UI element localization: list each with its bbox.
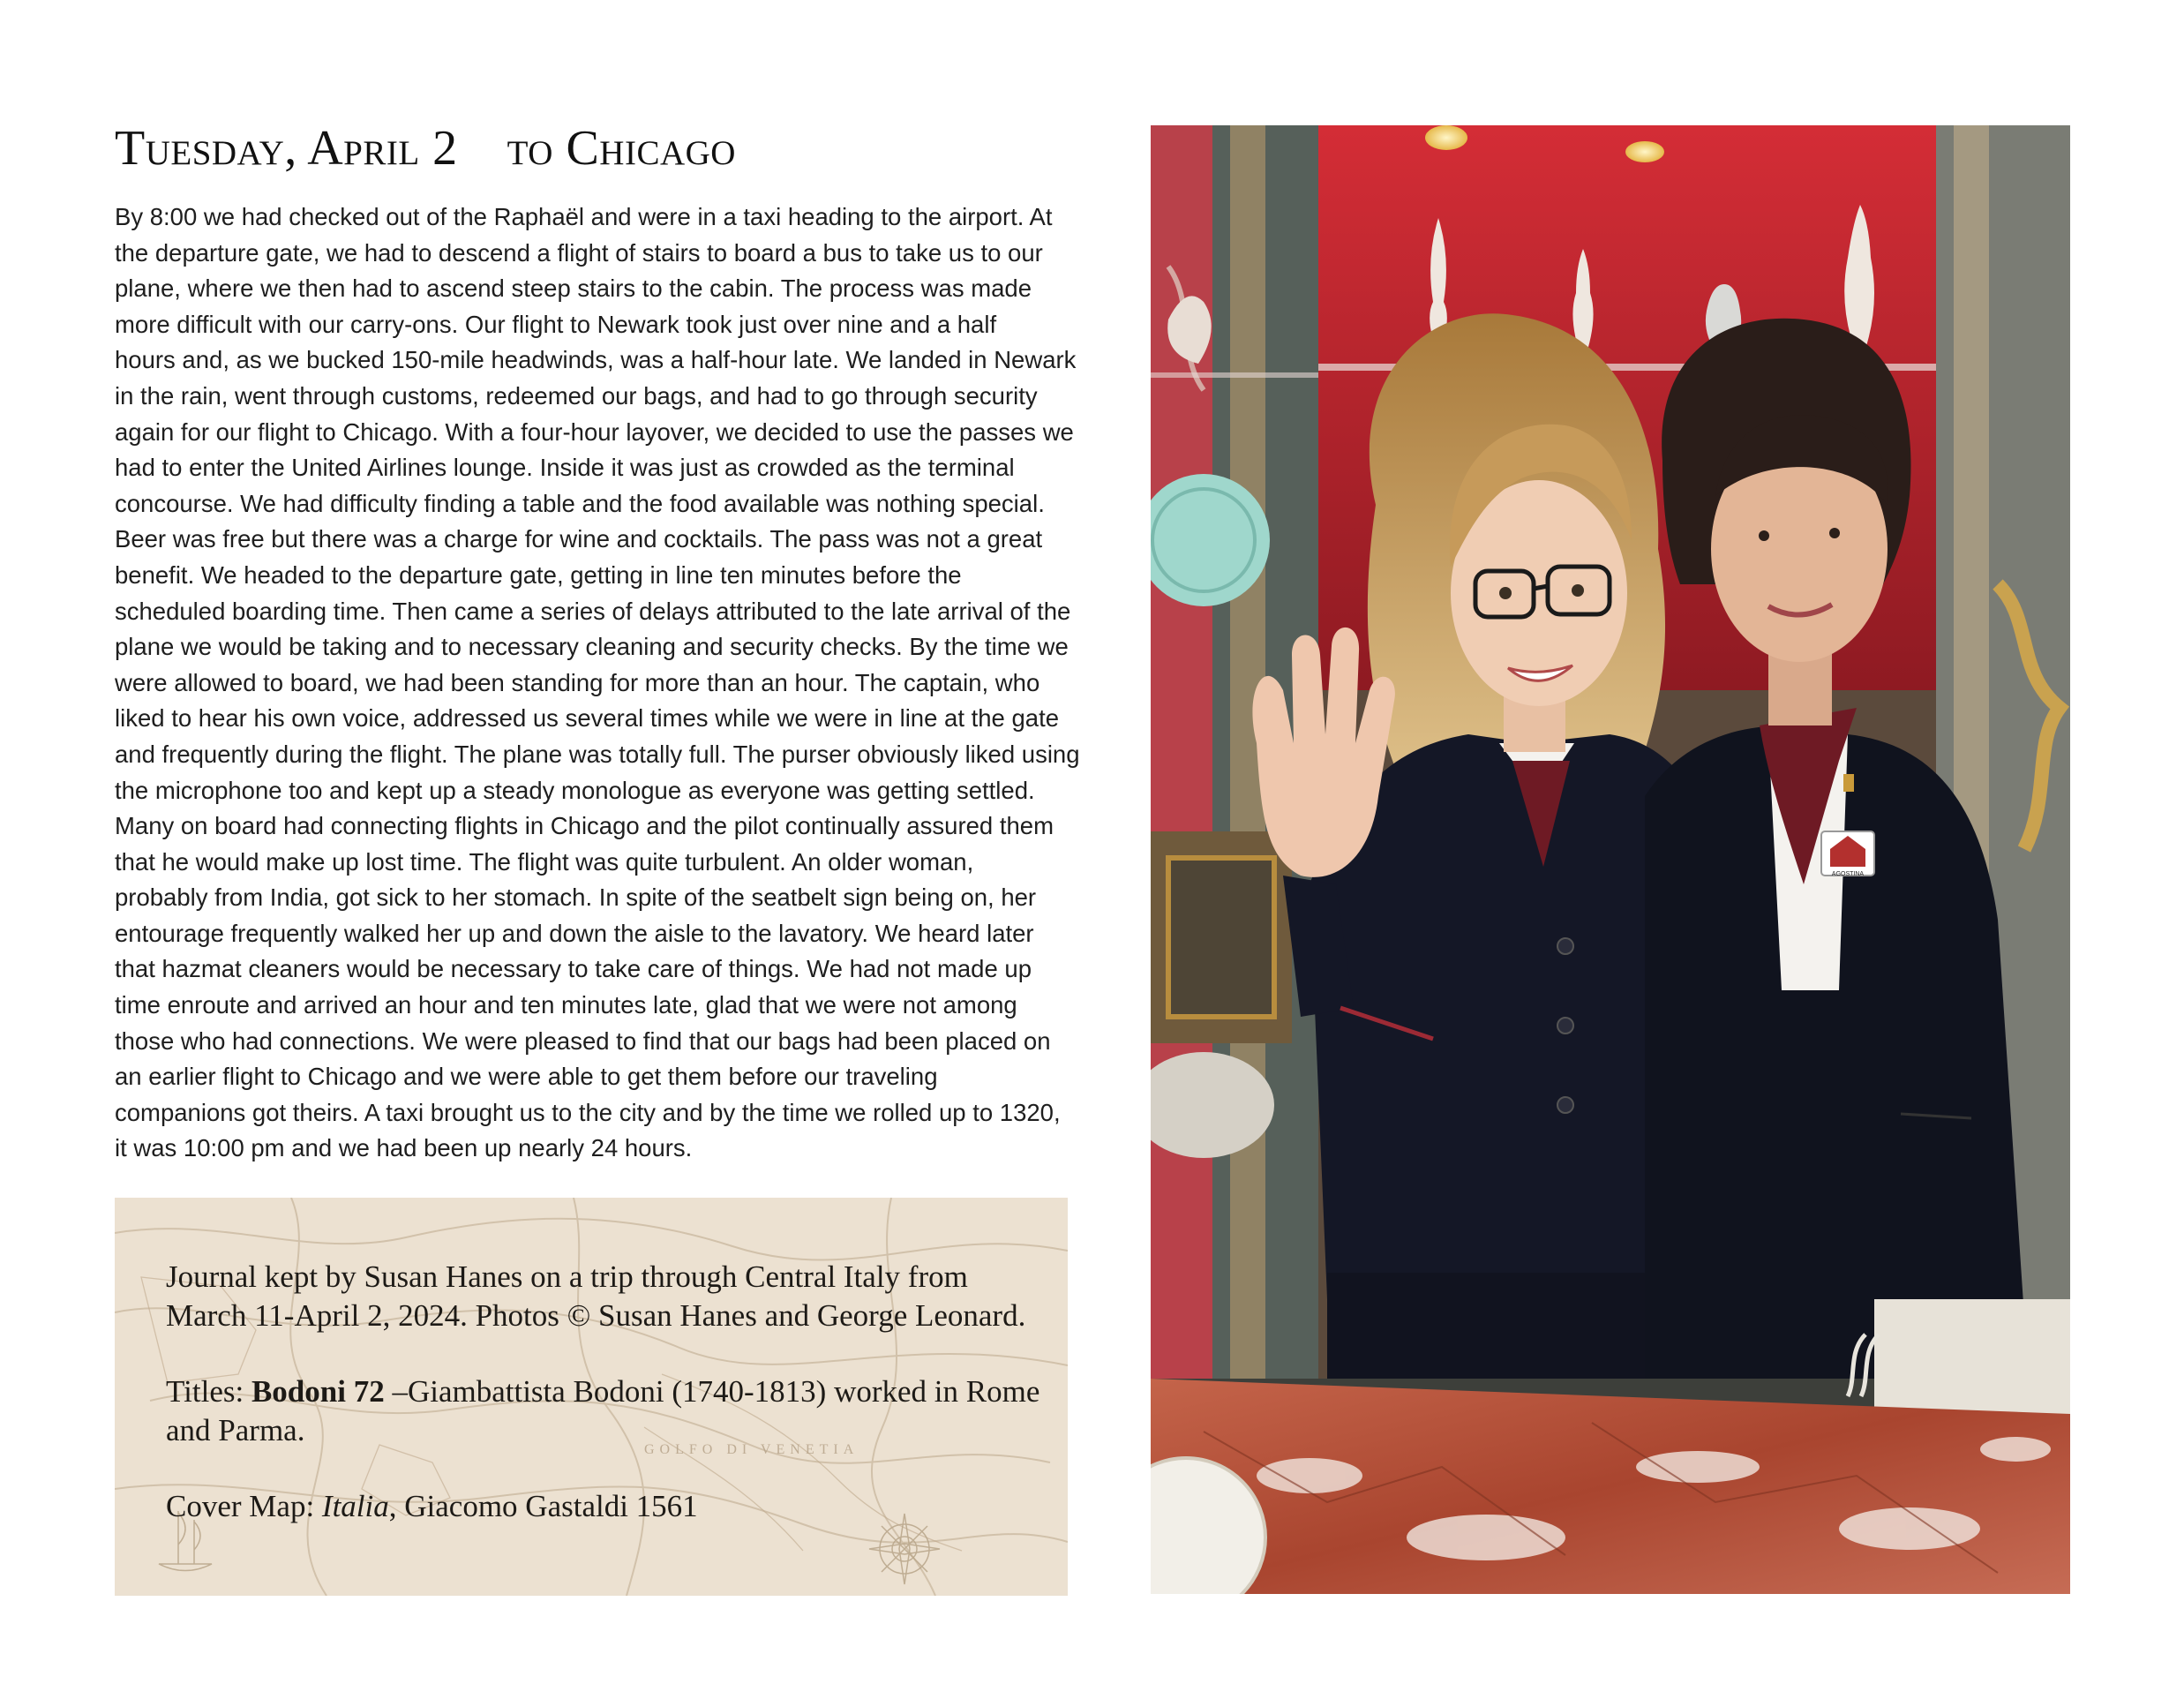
body-text-line: those who had connections. We were pleased to find that our bags had been placed on <box>115 1026 1051 1055</box>
body-text-line: that hazmat cleaners would be necessary to take care of things. We had not made up <box>115 955 1032 983</box>
titles-line-1-rest: –Giambattista Bodoni (1740-1813) worked in Rome <box>384 1374 1040 1409</box>
body-text-line: plane we would be taking and to necessary cleaning and security checks. By the time we <box>115 633 1069 661</box>
titles-font-note <box>166 1372 1048 1450</box>
body-text-line: plane, where we then had to ascend steep stairs to the cabin. The process was made <box>115 274 1032 303</box>
body-text-line: Beer was free but there was a charge for wine and cocktails. The pass was not a great <box>115 525 1043 553</box>
body-text-line: liked to hear his own voice, addressed us several times while we were in line at the gate <box>115 704 1060 733</box>
page-heading <box>115 117 1103 180</box>
titles-prefix: Titles: <box>166 1374 251 1409</box>
body-text-line: the departure gate, we had to descend a flight of stairs to board a bus to take us to our <box>115 238 1043 267</box>
heading-date: Tuesday, April 2 <box>115 121 458 176</box>
titles-font-name: Bodoni 72 <box>251 1374 385 1409</box>
map-rest: , Giacomo Gastaldi 1561 <box>388 1489 698 1523</box>
titles-line-2: and Parma. <box>166 1413 305 1447</box>
body-text-line: an earlier flight to Chicago and we were able to get them before our traveling <box>115 1063 938 1091</box>
photo-illustration <box>1151 125 2070 1594</box>
body-text-line: concourse. We had difficulty finding a table and the food available was nothing special. <box>115 489 1045 517</box>
journal-credit-line-2: March 11-April 2, 2024. Photos © Susan Hanes and George Leonard. <box>166 1298 1026 1333</box>
body-text-line: again for our flight to Chicago. With a four-hour layover, we decided to use the passes we <box>115 417 1074 446</box>
body-text-line: probably from India, got sick to her stomach. In spite of the seatbelt sign being on, her <box>115 883 1037 912</box>
body-text-line: more difficult with our carry-ons. Our flight to Newark took just over nine and a half <box>115 310 997 338</box>
journal-credit <box>166 1258 1048 1335</box>
body-text-line: it was 10:00 pm and we had been up nearly 24 hours. <box>115 1134 693 1162</box>
heading-destination: to Chicago <box>507 121 736 176</box>
body-text-line: time enroute and arrived an hour and ten minutes late, glad that we were not among <box>115 991 1017 1019</box>
hotel-reception-photo <box>1151 125 2070 1594</box>
journal-entry-text <box>115 199 1103 1167</box>
body-text-line: had to enter the United Airlines lounge. Inside it was just as crowded as the terminal <box>115 454 1015 482</box>
body-text-line: benefit. We headed to the departure gate, getting in line ten minutes before the <box>115 560 962 589</box>
colophon-box <box>115 1198 1068 1596</box>
name-badge-text: AGOSTINA <box>1831 871 1865 877</box>
body-text-line: hours and, as we bucked 150-mile headwinds, was a half-hour late. We landed in Newark <box>115 346 1077 374</box>
map-prefix: Cover Map: <box>166 1489 322 1523</box>
body-text-line: were allowed to board, we had been standing for more than an hour. The captain, who <box>115 668 1040 696</box>
body-text-line: By 8:00 we had checked out of the Raphaël and were in a taxi heading to the airport. At <box>115 203 1053 230</box>
body-text-line: companions got theirs. A taxi brought us to the city and by the time we rolled up to 1320, <box>115 1098 1061 1126</box>
journal-credit-line-1: Journal kept by Susan Hanes on a trip through Central Italy from <box>166 1259 968 1294</box>
body-text-line: in the rain, went through customs, redeemed our bags, and had to go through security <box>115 381 1038 410</box>
body-text-line: the microphone too and kept up a steady monologue as everyone was getting settled. <box>115 776 1035 804</box>
body-text-line: Many on board had connecting flights in Chicago and the pilot continually assured them <box>115 812 1054 840</box>
map-title: Italia <box>321 1489 389 1523</box>
cover-map-note <box>166 1487 1048 1526</box>
body-text-line: and frequently during the flight. The plane was totally full. The purser obviously liked using <box>115 740 1080 768</box>
body-text-line: that he would make up lost time. The flight was quite turbulent. An older woman, <box>115 847 974 876</box>
colophon-notes <box>166 1258 1048 1563</box>
body-text-line: scheduled boarding time. Then came a series of delays attributed to the late arrival of the <box>115 597 1071 625</box>
map-inscription: GOLFO DI VENETIA <box>644 1442 859 1457</box>
body-text-line: entourage frequently walked her up and down the aisle to the lavatory. We heard later <box>115 919 1034 947</box>
